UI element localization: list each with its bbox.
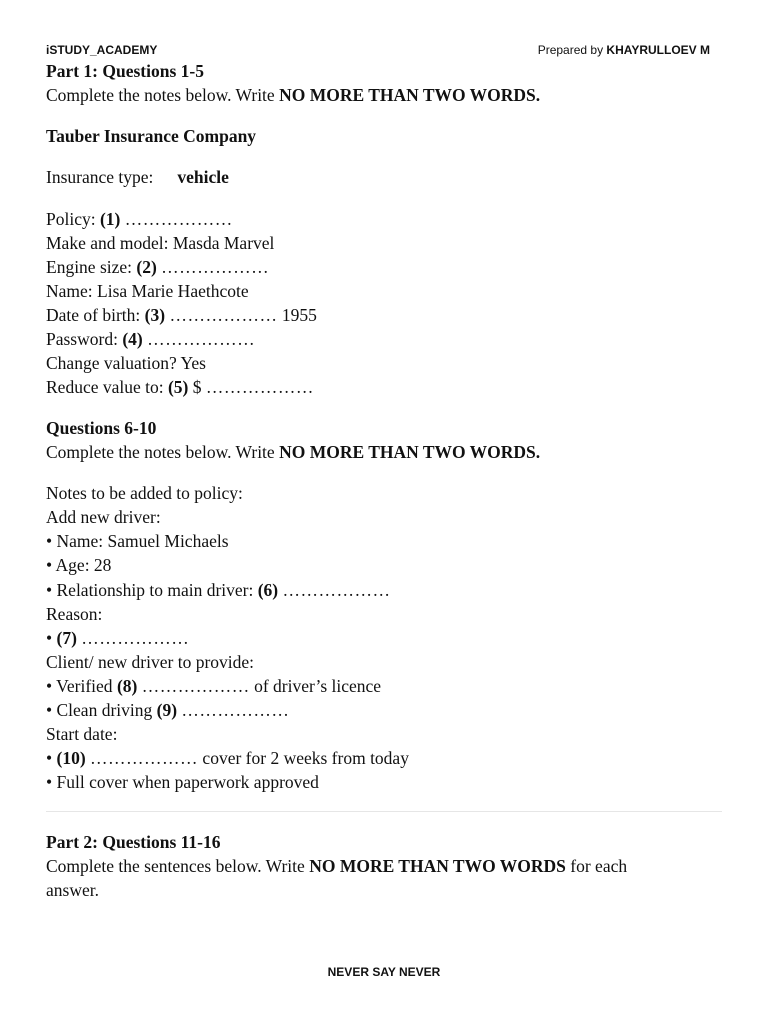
part2-instruction-line2: answer. — [46, 880, 99, 900]
bullet: • — [46, 748, 57, 768]
insurance-type-label: Insurance type: — [46, 167, 154, 187]
question-number-4: (4) — [122, 329, 143, 349]
relationship-line — [46, 579, 391, 601]
driver-name: • Name: Samuel Michaels — [46, 531, 229, 551]
answer-blank-8[interactable]: ……………… — [141, 676, 250, 696]
full-cover-line: • Full cover when paperwork approved — [46, 772, 319, 792]
cover-line — [46, 747, 409, 769]
start-date-label: Start date: — [46, 724, 118, 744]
answer-blank-9[interactable]: ……………… — [181, 700, 290, 720]
part1-heading: Part 1: Questions 1-5 — [46, 61, 204, 81]
question-number-10: (10) — [56, 748, 86, 768]
driver-age: • Age: 28 — [46, 555, 112, 575]
answer-blank-4[interactable]: ……………… — [147, 329, 256, 349]
client-provide: Client/ new driver to provide: — [46, 652, 255, 672]
password-line — [46, 328, 255, 350]
reason-line — [46, 627, 189, 649]
question-number-7: (7) — [56, 628, 77, 648]
reason-label: Reason: — [46, 604, 103, 624]
bullet: • — [46, 628, 57, 648]
question-number-9: (9) — [156, 700, 178, 720]
answer-blank-5[interactable]: ……………… — [205, 377, 314, 397]
instruction-bold: NO MORE THAN TWO WORDS — [309, 856, 566, 876]
name-line: Name: Lisa Marie Haethcote — [46, 281, 249, 301]
instruction-bold: NO MORE THAN TWO WORDS. — [279, 85, 541, 105]
instruction-text: Complete the sentences below. Write — [46, 856, 310, 876]
instruction-bold: NO MORE THAN TWO WORDS. — [279, 442, 541, 462]
header-academy: iSTUDY_ACADEMY — [46, 43, 158, 57]
page-divider — [46, 811, 722, 812]
relationship-label: • Relationship to main driver: — [46, 580, 258, 600]
insurance-type-value: vehicle — [177, 167, 229, 187]
clean-driving-line — [46, 699, 289, 721]
verified-line — [46, 675, 381, 697]
engine-size-line — [46, 256, 269, 278]
prepared-by-label: Prepared by — [537, 43, 607, 57]
instruction-text: Complete the notes below. Write — [46, 442, 280, 462]
instruction-suffix: for each — [565, 856, 628, 876]
company-title: Tauber Insurance Company — [46, 126, 257, 146]
question-number-5: (5) — [167, 377, 189, 397]
answer-blank-6[interactable]: ……………… — [282, 580, 391, 600]
policy-label: Policy: — [46, 209, 100, 229]
answer-blank-10[interactable]: ……………… — [90, 748, 199, 768]
reduce-value-line — [46, 376, 314, 398]
verified-label: • Verified — [46, 676, 117, 696]
insurance-type-line — [46, 166, 229, 188]
part1-instruction — [46, 84, 540, 106]
dob-year: 1955 — [281, 305, 317, 325]
change-valuation-line: Change valuation? Yes — [46, 353, 206, 373]
question-number-6: (6) — [257, 580, 279, 600]
part2-heading: Part 2: Questions 11-16 — [46, 832, 221, 852]
questions-6-10-heading: Questions 6-10 — [46, 418, 157, 438]
dob-label: Date of birth: — [46, 305, 145, 325]
dob-line — [46, 304, 317, 326]
reduce-label: Reduce value to: — [46, 377, 168, 397]
verified-suffix: of driver’s licence — [249, 676, 382, 696]
clean-driving-label: • Clean driving — [46, 700, 157, 720]
question-number-8: (8) — [116, 676, 138, 696]
header-prepared-by — [538, 43, 710, 57]
cover-suffix: cover for 2 weeks from today — [198, 748, 409, 768]
question-number-2: (2) — [136, 257, 157, 277]
author-name: KHAYRULLOEV M — [606, 43, 710, 57]
question-number-1: (1) — [99, 209, 121, 229]
notes-title: Notes to be added to policy: — [46, 483, 243, 503]
password-label: Password: — [46, 329, 123, 349]
add-driver: Add new driver: — [46, 507, 161, 527]
answer-blank-7[interactable]: ……………… — [81, 628, 190, 648]
engine-label: Engine size: — [46, 257, 137, 277]
questions-6-10-instruction — [46, 441, 540, 463]
footer-motto: NEVER SAY NEVER — [327, 965, 441, 979]
currency-symbol: $ — [192, 377, 202, 397]
question-number-3: (3) — [144, 305, 166, 325]
make-model-line: Make and model: Masda Marvel — [46, 233, 275, 253]
answer-blank-2[interactable]: ……………… — [161, 257, 270, 277]
instruction-text: Complete the notes below. Write — [46, 85, 280, 105]
part2-instruction — [46, 855, 627, 877]
policy-line — [46, 208, 233, 230]
answer-blank-1[interactable]: ……………… — [124, 209, 233, 229]
answer-blank-3[interactable]: ……………… — [169, 305, 278, 325]
